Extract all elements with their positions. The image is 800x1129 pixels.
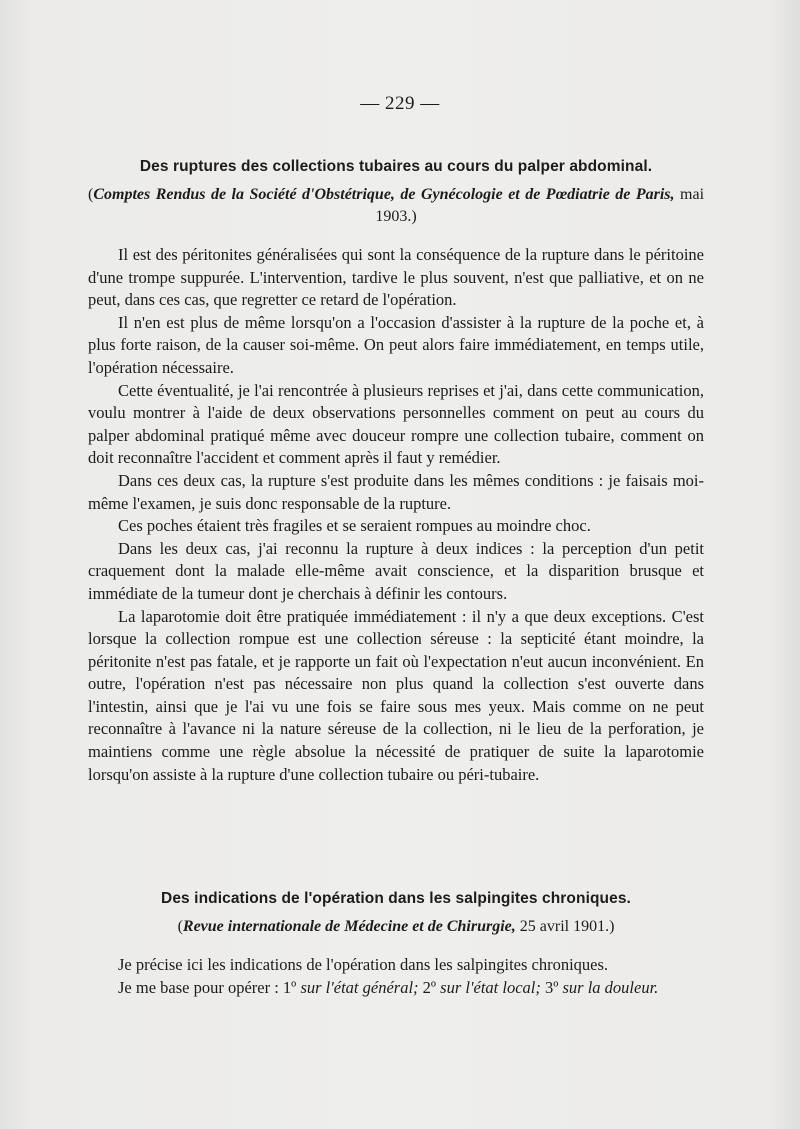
source-date: 25 avril 1901. — [519, 918, 610, 935]
article-body — [88, 244, 704, 786]
paragraph — [88, 977, 704, 1000]
criterion-number: 3º — [544, 977, 559, 997]
article-title: Des indications de l'opération dans les salpingites chroniques. — [161, 890, 631, 907]
paragraph: Il est des péritonites généralisées qui sont la conséquence de la rupture dans le péritoine d'une trompe suppurée. L'intervention, tardive le plus souvent, n'est que palliative, et on ne peut, dans ces cas, que regretter ce retard de l'opération. — [88, 245, 704, 310]
paragraph: La laparotomie doit être pratiquée immédiatement : il n'y a que deux exceptions. C'est lorsque la collection rompue est une collection séreuse : la septicité étant moindre, la péritonite n'est pas fatale, et je rapporte un fait où l'expectation n'eut aucun inconvénient. En outre, l'opération n'est pas nécessaire non plus quand la collection s'est ouverte dans l'intestin, ainsi que je l'ai vu une fois se faire sous mes yeux. Mais comme on ne peut reconnaître à l'avance ni la nature séreuse de la collection, ni le lieu de la perforation, je maintiens comme une règle absolue la nécessité de pratiquer de suite la laparotomie lorsqu'on assiste à la rupture d'une collection tubaire ou péri-tubaire. — [88, 606, 704, 784]
article-source: (Revue internationale de Médecine et de Chirurgie, 25 avril 1901.) — [177, 918, 615, 935]
article-ruptures — [88, 158, 704, 786]
criterion-local: sur l'état local; — [440, 977, 541, 997]
paragraph: Cette éventualité, je l'ai rencontrée à plusieurs reprises et j'ai, dans cette communication, voulu montrer à l'aide de deux observations personnelles comment on peut au cours du palper abdominal pratiqué même avec douceur rompre une collection tubaire, comment on doit reconnaître l'accident et comment après il faut y remédier. — [88, 380, 704, 468]
article-indications — [88, 890, 704, 999]
article-title: Des ruptures des collections tubaires au cours du palper abdominal. — [139, 158, 653, 175]
paragraph: Je précise ici les indications de l'opération dans les salpingites chroniques. — [118, 955, 609, 974]
criterion-pain: sur la douleur. — [562, 977, 659, 997]
source-journal: Revue internationale de Médecine et de Chirurgie, — [182, 918, 516, 935]
paragraph: Ces poches étaient très fragiles et se seraient rompues au moindre choc. — [118, 516, 591, 536]
paragraph: Dans les deux cas, j'ai reconnu la rupture à deux indices : la perception d'un petit craquement dont la malade elle-même avait conscience, et la disparition brusque et immédiate de la tumeur dont je cherchais à définir les contours. — [88, 538, 704, 603]
page-number: — 229 — — [360, 93, 440, 114]
paragraph: Dans ces deux cas, la rupture s'est produite dans les mêmes conditions : je faisais moi-même l'examen, je suis donc responsable de la rupture. — [88, 470, 704, 513]
criteria-intro: Je me base pour opérer : 1º — [118, 977, 297, 997]
article-body — [88, 954, 704, 999]
source-date: mai 1903. — [375, 186, 705, 225]
source-journal: Comptes Rendus de la Société d'Obstétrique, de Gynécologie et de Pœdiatrie de Paris, — [93, 186, 675, 203]
criterion-general: sur l'état général; — [300, 977, 419, 997]
article-source: (Comptes Rendus de la Société d'Obstétrique, de Gynécologie et de Pœdiatrie de Paris, mai 1903.) — [88, 186, 705, 225]
paragraph: Il n'en est plus de même lorsqu'on a l'occasion d'assister à la rupture de la poche et, à plus forte raison, de la causer soi-même. On peut alors faire immédiatement, en temps utile, l'opération nécessaire. — [88, 312, 704, 377]
criterion-number: 2º — [422, 977, 437, 997]
